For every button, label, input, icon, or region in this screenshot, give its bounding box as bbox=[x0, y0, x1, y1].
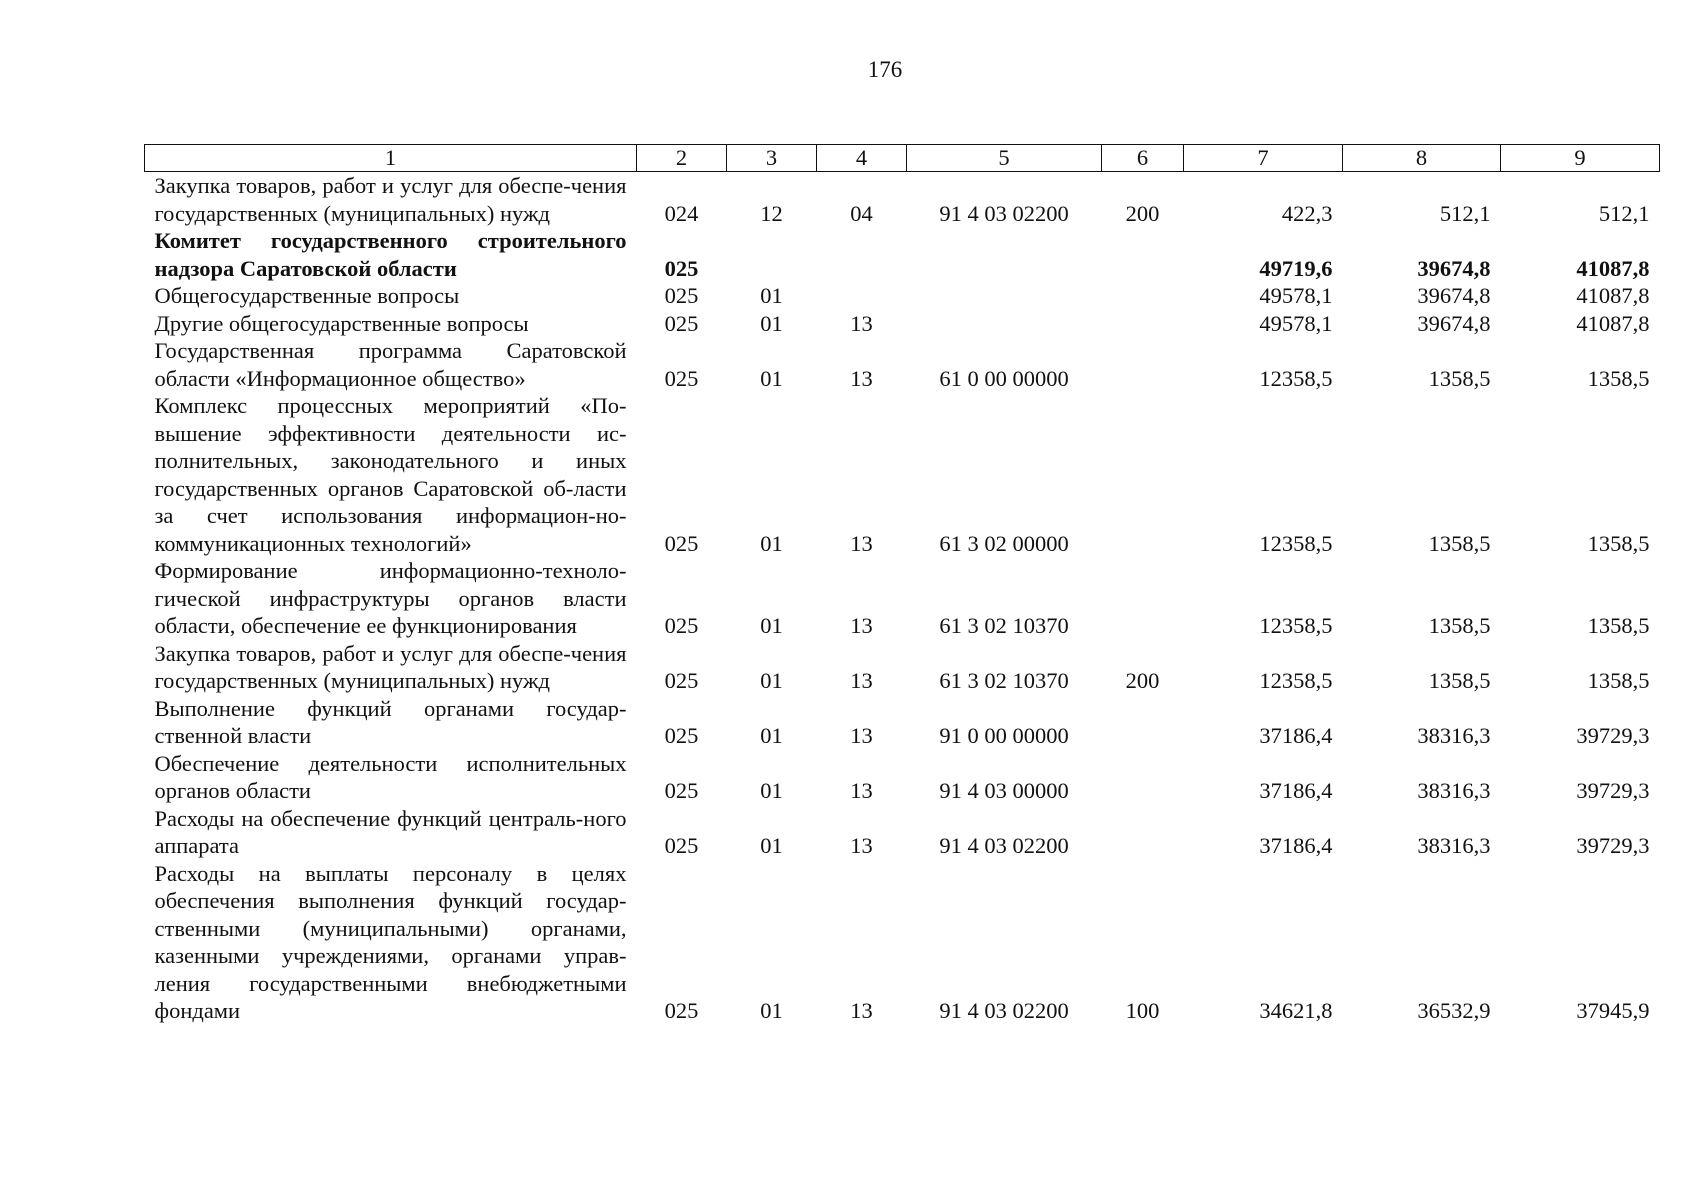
header-col-5: 5 bbox=[907, 145, 1102, 172]
row-admin-code: 025 bbox=[664, 613, 699, 638]
row-section: 01 bbox=[760, 310, 783, 336]
row-name: Комитет государственного строительного надзора Саратовской области bbox=[154, 228, 627, 281]
row-amount-col9: 39729,3 bbox=[1576, 723, 1650, 748]
row-name: Обеспечение деятельности исполнительных органов области bbox=[154, 750, 627, 803]
row-expense-type bbox=[1102, 227, 1184, 282]
table-row bbox=[145, 392, 1660, 557]
table-row bbox=[145, 172, 1660, 228]
row-target-article bbox=[907, 227, 1102, 282]
row-amount-col7: 34621,8 bbox=[1259, 998, 1333, 1023]
row-target-article: 61 3 02 10370 bbox=[939, 668, 1069, 693]
row-section: 01 bbox=[760, 833, 783, 858]
row-amount-col8: 38316,3 bbox=[1417, 723, 1491, 748]
table-body bbox=[145, 172, 1660, 1025]
row-section: 01 bbox=[760, 723, 783, 748]
row-target-article bbox=[907, 282, 1102, 310]
row-amount-col7: 49578,1 bbox=[1259, 310, 1333, 336]
row-amount-col7: 37186,4 bbox=[1259, 723, 1333, 748]
row-name: Государственная программа Саратовской области «Информационное общество» bbox=[154, 338, 627, 391]
row-target-article: 61 0 00 00000 bbox=[939, 365, 1069, 391]
row-target-article: 91 0 00 00000 bbox=[939, 723, 1069, 748]
row-name: Другие общегосударственные вопросы bbox=[154, 310, 529, 336]
row-name: Формирование информационно-техноло-гической инфраструктуры органов власти области, обеспечение ее функционирования bbox=[154, 558, 627, 638]
row-expense-type: 200 bbox=[1125, 668, 1160, 693]
row-admin-code: 025 bbox=[664, 255, 699, 281]
row-section: 12 bbox=[760, 200, 783, 226]
table-row bbox=[145, 282, 1660, 310]
row-expense-type bbox=[1102, 310, 1184, 338]
row-amount-col7: 37186,4 bbox=[1259, 833, 1333, 858]
row-amount-col9: 512,1 bbox=[1598, 200, 1650, 226]
row-section: 01 bbox=[760, 778, 783, 803]
row-expense-type bbox=[1102, 392, 1184, 557]
header-row bbox=[145, 145, 1660, 172]
row-subsection bbox=[817, 227, 907, 282]
row-target-article: 91 4 03 02200 bbox=[939, 833, 1069, 858]
row-amount-col8: 38316,3 bbox=[1417, 778, 1491, 803]
header-col-8: 8 bbox=[1343, 145, 1501, 172]
row-expense-type bbox=[1102, 557, 1184, 640]
row-admin-code: 025 bbox=[664, 310, 699, 336]
row-subsection: 13 bbox=[850, 365, 873, 391]
row-amount-col7: 12358,5 bbox=[1259, 530, 1333, 556]
header-col-4: 4 bbox=[817, 145, 907, 172]
row-target-article: 91 4 03 02200 bbox=[939, 200, 1069, 226]
row-expense-type: 200 bbox=[1125, 200, 1160, 226]
row-subsection: 13 bbox=[850, 668, 873, 693]
row-subsection: 13 bbox=[850, 998, 873, 1023]
row-amount-col7: 49719,6 bbox=[1259, 255, 1333, 281]
row-amount-col9: 1358,5 bbox=[1587, 668, 1650, 693]
row-amount-col8: 512,1 bbox=[1439, 200, 1491, 226]
header-col-9: 9 bbox=[1501, 145, 1660, 172]
header-col-2: 2 bbox=[637, 145, 727, 172]
budget-table bbox=[144, 144, 1660, 1025]
table-header bbox=[145, 145, 1660, 172]
row-amount-col8: 36532,9 bbox=[1417, 998, 1491, 1023]
row-amount-col7: 12358,5 bbox=[1259, 613, 1333, 638]
row-expense-type bbox=[1102, 337, 1184, 392]
row-amount-col9: 37945,9 bbox=[1576, 998, 1650, 1023]
row-amount-col7: 49578,1 bbox=[1259, 283, 1333, 308]
row-admin-code: 025 bbox=[664, 833, 699, 858]
row-admin-code: 025 bbox=[664, 365, 699, 391]
row-amount-col9: 41087,8 bbox=[1576, 310, 1650, 336]
row-name: Закупка товаров, работ и услуг для обеспе-чения государственных (муниципальных) нужд bbox=[154, 640, 627, 693]
table-row bbox=[145, 640, 1660, 695]
row-amount-col7: 12358,5 bbox=[1259, 365, 1333, 391]
header-col-7: 7 bbox=[1184, 145, 1343, 172]
table-row bbox=[145, 860, 1660, 1025]
row-name: Закупка товаров, работ и услуг для обеспе-чения государственных (муниципальных) нужд bbox=[154, 173, 627, 226]
row-amount-col8: 39674,8 bbox=[1417, 255, 1491, 281]
row-section: 01 bbox=[760, 283, 783, 308]
row-amount-col9: 1358,5 bbox=[1587, 530, 1650, 556]
row-expense-type bbox=[1102, 750, 1184, 805]
row-expense-type bbox=[1102, 805, 1184, 860]
table-row bbox=[145, 695, 1660, 750]
row-target-article: 61 3 02 00000 bbox=[939, 530, 1069, 556]
row-admin-code: 025 bbox=[664, 668, 699, 693]
page-number: 176 bbox=[867, 57, 903, 82]
row-amount-col7: 12358,5 bbox=[1259, 668, 1333, 693]
row-amount-col8: 39674,8 bbox=[1417, 283, 1491, 308]
table-row bbox=[145, 337, 1660, 392]
row-subsection: 13 bbox=[850, 723, 873, 748]
row-section: 01 bbox=[760, 365, 783, 391]
row-name: Выполнение функций органами государ-ственной власти bbox=[154, 695, 627, 748]
row-amount-col8: 38316,3 bbox=[1417, 833, 1491, 858]
row-amount-col8: 39674,8 bbox=[1417, 310, 1491, 336]
row-admin-code: 025 bbox=[664, 283, 699, 308]
table-row bbox=[145, 557, 1660, 640]
row-target-article: 61 3 02 10370 bbox=[939, 613, 1069, 638]
row-expense-type bbox=[1102, 695, 1184, 750]
row-target-article: 91 4 03 00000 bbox=[939, 778, 1069, 803]
row-amount-col7: 422,3 bbox=[1281, 200, 1333, 226]
row-subsection: 13 bbox=[850, 613, 873, 638]
row-amount-col9: 1358,5 bbox=[1587, 365, 1650, 391]
row-amount-col9: 39729,3 bbox=[1576, 778, 1650, 803]
row-name: Комплекс процессных мероприятий «По-вышение эффективности деятельности ис-полнительных, законодательного и иных государственных органов Саратовской об-ласти за счет использования информацион-но-коммуникационных технологий» bbox=[154, 393, 627, 556]
row-amount-col8: 1358,5 bbox=[1428, 365, 1491, 391]
row-expense-type: 100 bbox=[1125, 998, 1160, 1023]
table-row bbox=[145, 750, 1660, 805]
row-amount-col8: 1358,5 bbox=[1428, 613, 1491, 638]
row-amount-col9: 41087,8 bbox=[1576, 283, 1650, 308]
header-col-1: 1 bbox=[145, 145, 637, 172]
table-row bbox=[145, 227, 1660, 282]
row-name: Расходы на обеспечение функций централь-ного аппарата bbox=[154, 805, 627, 858]
row-admin-code: 025 bbox=[664, 723, 699, 748]
row-section: 01 bbox=[760, 530, 783, 556]
row-subsection: 13 bbox=[850, 530, 873, 556]
row-subsection bbox=[817, 282, 907, 310]
row-name: Общегосударственные вопросы bbox=[154, 283, 460, 308]
table-row bbox=[145, 310, 1660, 338]
row-target-article bbox=[907, 310, 1102, 338]
row-expense-type bbox=[1102, 282, 1184, 310]
row-amount-col8: 1358,5 bbox=[1428, 530, 1491, 556]
row-admin-code: 025 bbox=[664, 778, 699, 803]
header-col-3: 3 bbox=[727, 145, 817, 172]
row-section bbox=[727, 227, 817, 282]
row-amount-col8: 1358,5 bbox=[1428, 668, 1491, 693]
row-name: Расходы на выплаты персоналу в целях обеспечения выполнения функций государ-ственными (муниципальными) органами, казенными учреждениями, органами управ-ления государственными внебюджетными фондами bbox=[154, 860, 627, 1023]
row-admin-code: 025 bbox=[664, 998, 699, 1023]
row-amount-col9: 39729,3 bbox=[1576, 833, 1650, 858]
row-subsection: 13 bbox=[850, 778, 873, 803]
header-col-6: 6 bbox=[1102, 145, 1184, 172]
row-amount-col9: 41087,8 bbox=[1576, 255, 1650, 281]
row-section: 01 bbox=[760, 998, 783, 1023]
row-section: 01 bbox=[760, 668, 783, 693]
row-subsection: 04 bbox=[850, 200, 873, 226]
row-section: 01 bbox=[760, 613, 783, 638]
table-row bbox=[145, 805, 1660, 860]
row-admin-code: 025 bbox=[664, 530, 699, 556]
row-subsection: 13 bbox=[850, 310, 873, 336]
row-subsection: 13 bbox=[850, 833, 873, 858]
row-amount-col9: 1358,5 bbox=[1587, 613, 1650, 638]
row-admin-code: 024 bbox=[664, 200, 699, 226]
row-amount-col7: 37186,4 bbox=[1259, 778, 1333, 803]
row-target-article: 91 4 03 02200 bbox=[939, 998, 1069, 1023]
